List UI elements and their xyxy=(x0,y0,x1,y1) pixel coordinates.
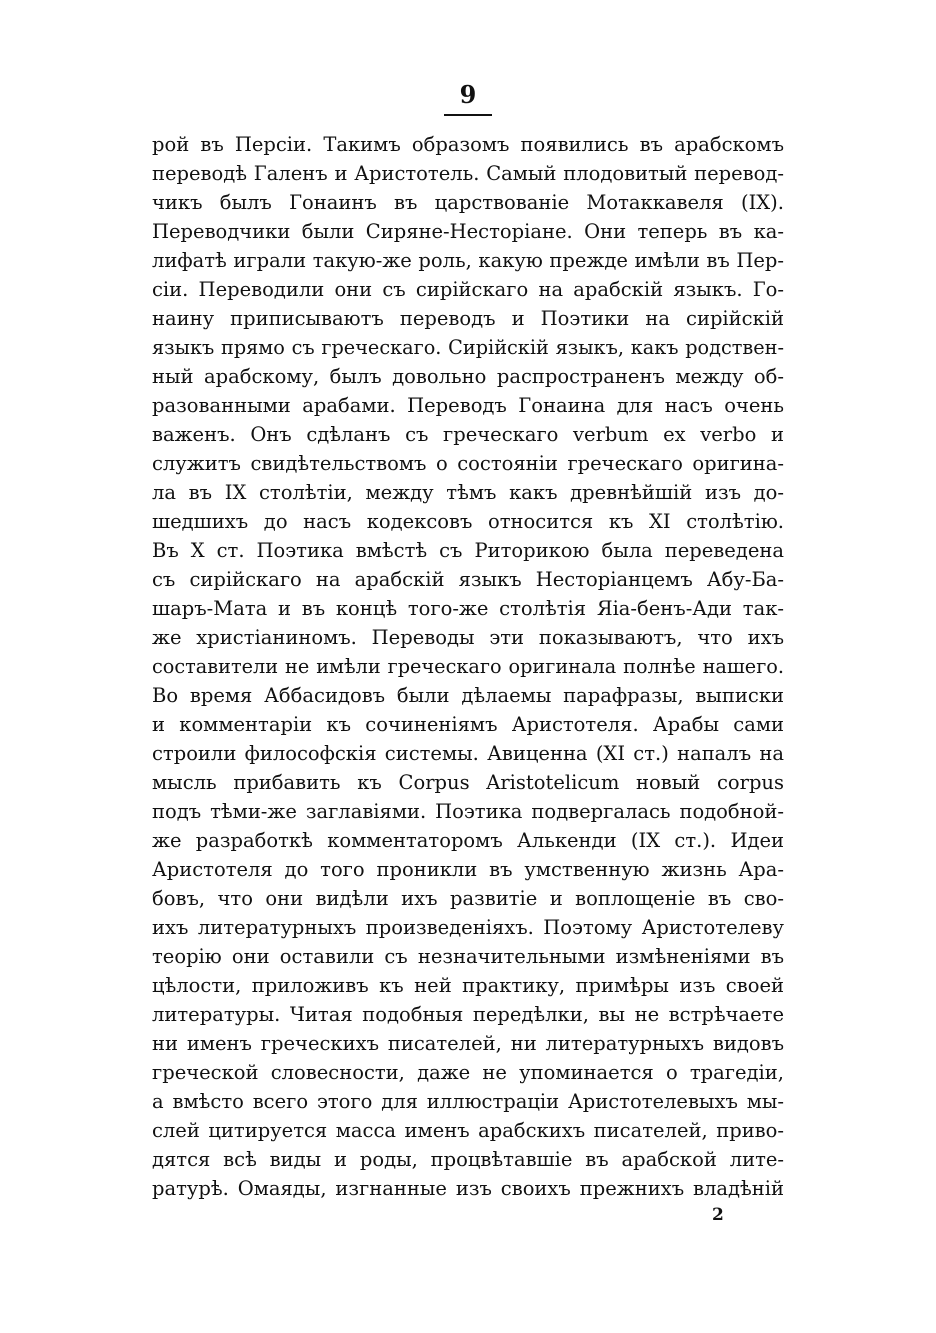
text-line: ни именъ греческихъ писателей, ни литературныхъ видовъ xyxy=(152,1032,784,1055)
text-line: разованными арабами. Переводъ Гонаина для насъ очень xyxy=(152,394,784,417)
text-line: наину приписываютъ переводъ и Поэтики на сирійскій xyxy=(152,307,784,330)
text-line: шаръ-Мата и въ концѣ того-же столѣтія Яіа-бенъ-Ади так- xyxy=(152,597,784,620)
text-line: подъ тѣми-же заглавіями. Поэтика подвергалась подобной- xyxy=(152,800,784,823)
text-line: а вмѣсто всего этого для иллюстраціи Аристотелевыхъ мы- xyxy=(152,1090,784,1113)
text-line: сіи. Переводили они съ сирійскаго на арабскій языкъ. Го- xyxy=(152,278,784,301)
text-line: цѣлости, приложивъ къ ней практику, примѣры изъ своей xyxy=(152,974,784,997)
text-line: лифатѣ играли такую-же роль, какую прежде имѣли въ Пер- xyxy=(152,249,784,272)
text-line: же разработкѣ комментаторомъ Алькенди (IX ст.). Идеи xyxy=(152,829,784,852)
body-text xyxy=(152,130,784,1203)
text-line: же христіаниномъ. Переводы эти показываютъ, что ихъ xyxy=(152,626,784,649)
text-line: важенъ. Онъ сдѣланъ съ греческаго verbum ex verbo и xyxy=(152,423,784,446)
signature-mark: 2 xyxy=(712,1205,724,1225)
text-line: шедшихъ до насъ кодексовъ относится къ XI столѣтію. xyxy=(152,510,784,533)
text-line: и комментаріи къ сочиненіямъ Аристотеля. Арабы сами xyxy=(152,713,784,736)
text-line: ихъ литературныхъ произведеніяхъ. Поэтому Аристотелеву xyxy=(152,916,784,939)
text-line: литературы. Читая подобныя передѣлки, вы не встрѣчаете xyxy=(152,1003,784,1026)
text-line: рой въ Персіи. Такимъ образомъ появились въ арабскомъ xyxy=(152,133,784,156)
text-line: составители не имѣли греческаго оригинала полнѣе нашего. xyxy=(152,655,784,678)
text-line: Аристотеля до того проникли въ умственную жизнь Ара- xyxy=(152,858,784,881)
text-line: бовъ, что они видѣли ихъ развитіе и воплощеніе въ сво- xyxy=(152,887,784,910)
text-line: слей цитируется масса именъ арабскихъ писателей, приво- xyxy=(152,1119,784,1142)
text-line: ный арабскому, былъ довольно распространенъ между об- xyxy=(152,365,784,388)
text-line: дятся всѣ виды и роды, процвѣтавшіе въ арабской лите- xyxy=(152,1148,784,1171)
text-line: чикъ былъ Гонаинъ въ царствованіе Мотаккавеля (IX). xyxy=(152,191,784,214)
text-line: Переводчики были Сиряне-Несторіане. Они теперь въ ка- xyxy=(152,220,784,243)
text-line: Во время Аббасидовъ были дѣлаемы парафразы, выписки xyxy=(152,684,784,707)
text-line: съ сирійскаго на арабскій языкъ Несторіанцемъ Абу-Ба- xyxy=(152,568,784,591)
text-line: служитъ свидѣтельствомъ о состояніи греческаго оригина- xyxy=(152,452,784,475)
text-line: строили философскія системы. Авиценна (XI ст.) напалъ на xyxy=(152,742,784,765)
text-line: мысль прибавить къ Corpus Aristotelicum новый corpus xyxy=(152,771,784,794)
text-line: языкъ прямо съ греческаго. Сирійскій языкъ, какъ родствен- xyxy=(152,336,784,359)
page-number: 9 xyxy=(459,80,477,109)
text-line: ратурѣ. Омаяды, изгнанные изъ своихъ прежнихъ владѣній xyxy=(152,1177,784,1200)
text-line: Въ X ст. Поэтика вмѣстѣ съ Риторикою была переведена xyxy=(152,539,784,562)
text-line: греческой словесности, даже не упоминается о трагедіи, xyxy=(152,1061,784,1084)
page-number-rule xyxy=(444,114,492,116)
text-line: переводѣ Галенъ и Аристотель. Самый плодовитый перевод- xyxy=(152,162,784,185)
text-line: теорію они оставили съ незначительными измѣненіями въ xyxy=(152,945,784,968)
text-line: ла въ IX столѣтіи, между тѣмъ какъ древнѣйшій изъ до- xyxy=(152,481,784,504)
